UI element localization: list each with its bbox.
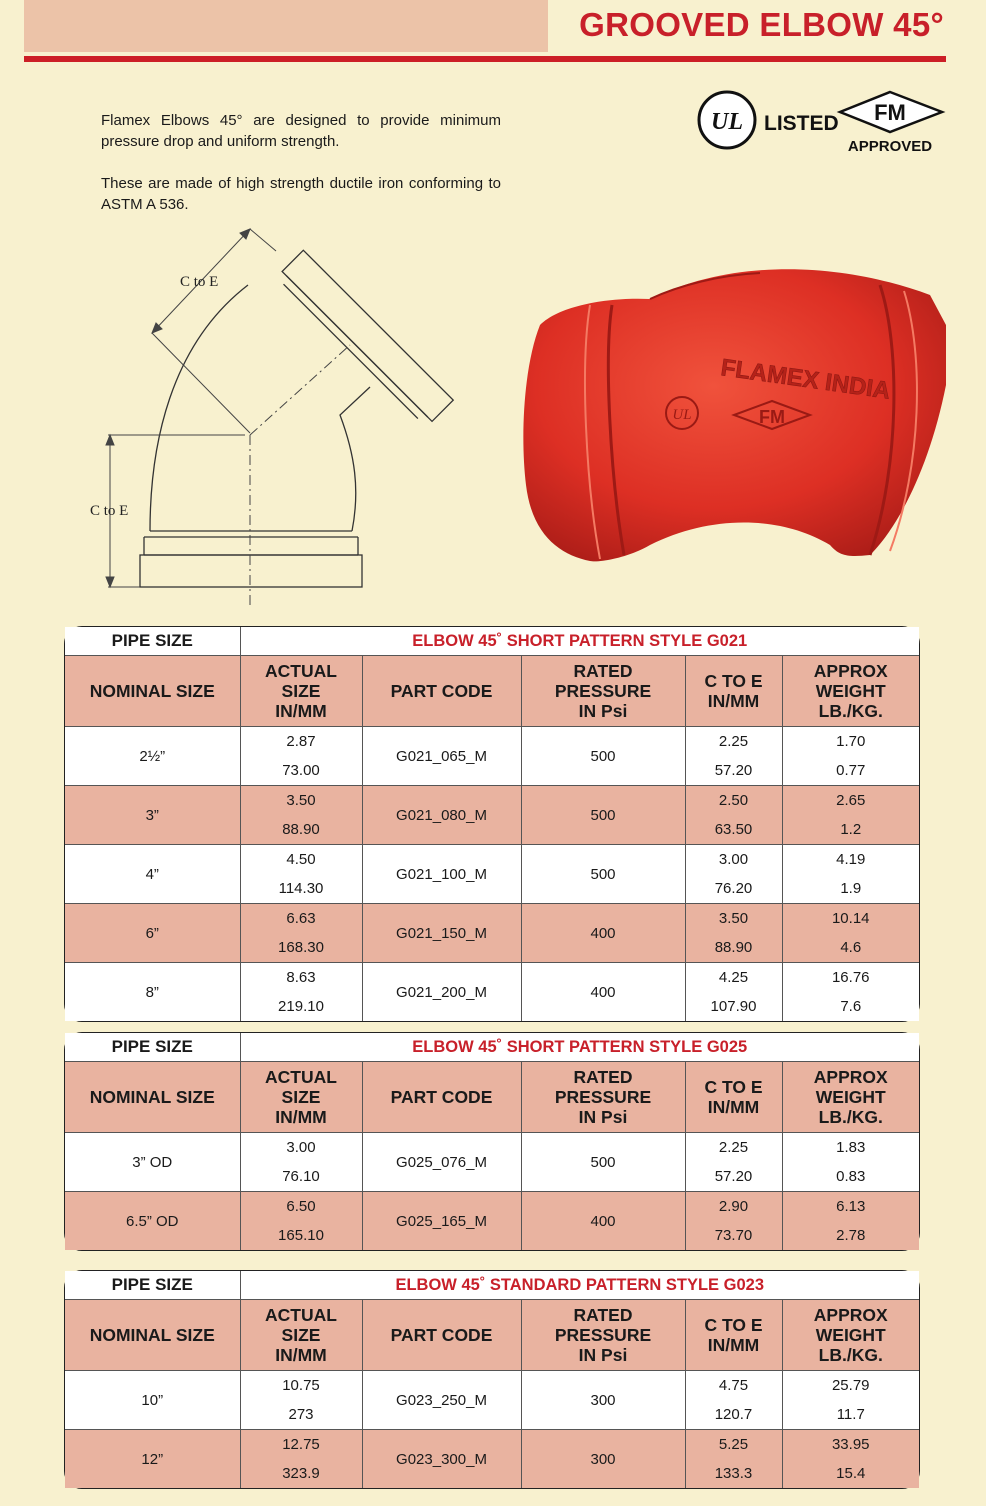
actual-mm: 219.10 <box>278 998 324 1015</box>
col-c-to-e: C TO E IN/MM <box>685 1300 782 1371</box>
cte-mm: 76.20 <box>714 880 753 897</box>
fm-approved-logo <box>838 90 948 156</box>
fm-mark: FM <box>874 100 906 125</box>
actual-in: 4.50 <box>286 851 316 868</box>
cte-mm: 57.20 <box>714 762 753 779</box>
cte-mm: 133.3 <box>714 1465 753 1482</box>
table-row <box>65 727 919 786</box>
weight-lb: 10.14 <box>831 910 870 927</box>
col-approx-weight: APPROX WEIGHT LB./KG. <box>782 1300 919 1371</box>
part-code: G021_150_M <box>362 904 521 963</box>
cte-in: 2.90 <box>718 1198 749 1215</box>
casting-text: FLAMEX INDIA <box>719 354 892 405</box>
part-code: G021_100_M <box>362 845 521 904</box>
elbow-drawing <box>80 215 450 610</box>
title-rule <box>24 56 946 62</box>
cte-mm: 88.90 <box>714 939 753 956</box>
spec-table-g023 <box>64 1270 920 1489</box>
weight-lb: 16.76 <box>831 969 870 986</box>
table-row <box>65 1133 919 1192</box>
actual-in: 3.00 <box>286 1139 316 1156</box>
ul-listed-text: LISTED <box>764 112 839 135</box>
weight-lb: 4.19 <box>836 851 866 868</box>
table-row <box>65 1192 919 1251</box>
col-actual-size: ACTUAL SIZE IN/MM <box>240 1062 362 1133</box>
part-code: G023_250_M <box>362 1371 521 1430</box>
cte-in: 2.25 <box>718 1139 749 1156</box>
fm-approved-text: APPROVED <box>847 138 933 155</box>
actual-in: 2.87 <box>286 733 316 750</box>
cte-mm: 73.70 <box>714 1227 753 1244</box>
pipe-size-caption: PIPE SIZE <box>65 627 240 656</box>
col-actual-size: ACTUAL SIZE IN/MM <box>240 656 362 727</box>
part-code: G023_300_M <box>362 1430 521 1489</box>
weight-kg: 4.6 <box>840 939 862 956</box>
weight-lb: 33.95 <box>831 1436 870 1453</box>
rated-pressure: 400 <box>521 904 685 963</box>
table-row <box>65 845 919 904</box>
table-title: ELBOW 45˚ SHORT PATTERN STYLE G021 <box>240 627 919 656</box>
col-nominal-size: NOMINAL SIZE <box>65 656 240 727</box>
weight-lb: 25.79 <box>831 1377 870 1394</box>
weight-lb: 6.13 <box>836 1198 866 1215</box>
part-code: G021_200_M <box>362 963 521 1022</box>
cte-in: 4.75 <box>718 1377 749 1394</box>
actual-mm: 168.30 <box>278 939 324 956</box>
cte-mm: 120.7 <box>714 1406 753 1423</box>
nominal-size: 6” <box>65 904 240 963</box>
nominal-size: 4” <box>65 845 240 904</box>
col-actual-size: ACTUAL SIZE IN/MM <box>240 1300 362 1371</box>
col-approx-weight: APPROX WEIGHT LB./KG. <box>782 1062 919 1133</box>
casting-fm-mark: FM <box>759 407 785 427</box>
ul-listed-logo <box>698 90 839 150</box>
intro-paragraph-1: Flamex Elbows 45° are designed to provide minimum pressure drop and uniform strength. <box>101 112 501 150</box>
col-c-to-e: C TO E IN/MM <box>685 1062 782 1133</box>
table-title: ELBOW 45˚ STANDARD PATTERN STYLE G023 <box>240 1271 919 1300</box>
weight-kg: 1.2 <box>840 821 862 838</box>
table-row <box>65 1371 919 1430</box>
nominal-size: 6.5” OD <box>65 1192 240 1251</box>
cte-in: 2.50 <box>718 792 749 809</box>
weight-lb: 1.70 <box>836 733 866 750</box>
table-row <box>65 1430 919 1489</box>
nominal-size: 10” <box>65 1371 240 1430</box>
title-band <box>24 0 548 52</box>
cte-in: 3.50 <box>718 910 749 927</box>
cte-mm: 63.50 <box>714 821 753 838</box>
nominal-size: 3” <box>65 786 240 845</box>
dimension-label-top: C to E <box>180 274 219 290</box>
weight-kg: 11.7 <box>836 1406 865 1423</box>
weight-kg: 0.83 <box>836 1168 866 1185</box>
col-nominal-size: NOMINAL SIZE <box>65 1300 240 1371</box>
nominal-size: 3” OD <box>65 1133 240 1192</box>
cte-in: 3.00 <box>718 851 749 868</box>
actual-in: 8.63 <box>286 969 316 986</box>
actual-mm: 114.30 <box>278 880 324 897</box>
dimension-label-left: C to E <box>90 503 129 519</box>
table-row <box>65 904 919 963</box>
actual-mm: 323.9 <box>282 1465 320 1482</box>
spec-table-g025 <box>64 1032 920 1251</box>
col-part-code: PART CODE <box>362 656 521 727</box>
rated-pressure: 500 <box>521 1133 685 1192</box>
col-part-code: PART CODE <box>362 1300 521 1371</box>
table-row <box>65 963 919 1022</box>
col-rated-pressure: RATED PRESSURE IN Psi <box>521 656 685 727</box>
actual-mm: 273 <box>288 1406 314 1423</box>
actual-in: 12.75 <box>282 1436 320 1453</box>
page-title: GROOVED ELBOW 45° <box>579 6 944 43</box>
spec-table-g021 <box>64 626 920 1022</box>
rated-pressure: 400 <box>521 1192 685 1251</box>
table-row <box>65 786 919 845</box>
intro-paragraph-2: These are made of high strength ductile iron conforming to ASTM A 536. <box>101 175 501 213</box>
weight-kg: 0.77 <box>836 762 866 779</box>
col-part-code: PART CODE <box>362 1062 521 1133</box>
weight-kg: 15.4 <box>836 1465 866 1482</box>
actual-mm: 165.10 <box>278 1227 324 1244</box>
col-rated-pressure: RATED PRESSURE IN Psi <box>521 1300 685 1371</box>
cte-in: 4.25 <box>718 969 749 986</box>
table-title: ELBOW 45˚ SHORT PATTERN STYLE G025 <box>240 1033 919 1062</box>
actual-in: 6.50 <box>286 1198 316 1215</box>
pipe-size-caption: PIPE SIZE <box>65 1271 240 1300</box>
nominal-size: 2½” <box>65 727 240 786</box>
actual-in: 3.50 <box>286 792 316 809</box>
rated-pressure: 500 <box>521 786 685 845</box>
col-approx-weight: APPROX WEIGHT LB./KG. <box>782 656 919 727</box>
pipe-size-caption: PIPE SIZE <box>65 1033 240 1062</box>
actual-in: 10.75 <box>282 1377 320 1394</box>
part-code: G021_080_M <box>362 786 521 845</box>
nominal-size: 8” <box>65 963 240 1022</box>
col-c-to-e: C TO E IN/MM <box>685 656 782 727</box>
col-nominal-size: NOMINAL SIZE <box>65 1062 240 1133</box>
actual-mm: 76.10 <box>282 1168 320 1185</box>
rated-pressure: 300 <box>521 1371 685 1430</box>
ul-mark: UL <box>711 109 743 135</box>
rated-pressure: 300 <box>521 1430 685 1489</box>
cte-in: 5.25 <box>718 1436 749 1453</box>
cte-mm: 57.20 <box>714 1168 753 1185</box>
part-code: G025_165_M <box>362 1192 521 1251</box>
rated-pressure: 400 <box>521 963 685 1022</box>
actual-in: 6.63 <box>286 910 316 927</box>
cte-in: 2.25 <box>718 733 749 750</box>
weight-kg: 1.9 <box>840 880 862 897</box>
elbow-product-photo <box>520 265 950 565</box>
weight-kg: 2.78 <box>836 1227 866 1244</box>
casting-ul-mark: UL <box>672 407 692 423</box>
part-code: G021_065_M <box>362 727 521 786</box>
col-rated-pressure: RATED PRESSURE IN Psi <box>521 1062 685 1133</box>
actual-mm: 88.90 <box>282 821 320 838</box>
actual-mm: 73.00 <box>282 762 320 779</box>
weight-lb: 2.65 <box>836 792 866 809</box>
rated-pressure: 500 <box>521 845 685 904</box>
part-code: G025_076_M <box>362 1133 521 1192</box>
weight-kg: 7.6 <box>840 998 862 1015</box>
nominal-size: 12” <box>65 1430 240 1489</box>
rated-pressure: 500 <box>521 727 685 786</box>
weight-lb: 1.83 <box>836 1139 866 1156</box>
cte-mm: 107.90 <box>710 998 757 1015</box>
